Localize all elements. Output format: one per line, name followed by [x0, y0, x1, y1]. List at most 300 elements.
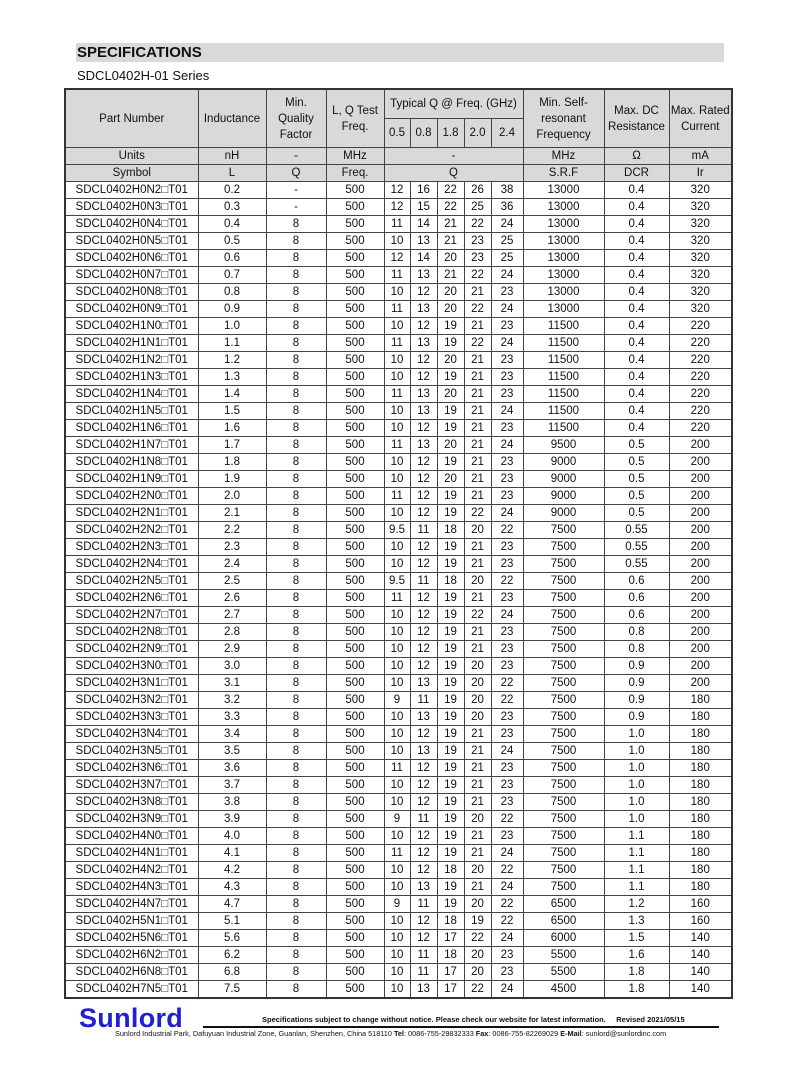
value-cell: 21: [464, 454, 491, 471]
value-cell: 36: [491, 199, 523, 216]
value-cell: 1.3: [604, 913, 669, 930]
value-cell: 3.1: [198, 675, 266, 692]
value-cell: 8: [266, 743, 326, 760]
value-cell: 3.9: [198, 811, 266, 828]
value-cell: 500: [326, 794, 384, 811]
value-cell: 22: [464, 301, 491, 318]
value-cell: 500: [326, 522, 384, 539]
value-cell: 500: [326, 930, 384, 947]
value-cell: 0.55: [604, 539, 669, 556]
value-cell: 15: [410, 199, 437, 216]
value-cell: 24: [491, 437, 523, 454]
value-cell: 1.0: [604, 743, 669, 760]
value-cell: 500: [326, 556, 384, 573]
table-row: [65, 675, 732, 692]
value-cell: 1.8: [198, 454, 266, 471]
value-cell: 10: [384, 556, 410, 573]
value-cell: 14: [410, 250, 437, 267]
value-cell: 23: [491, 386, 523, 403]
value-cell: 19: [437, 760, 464, 777]
value-cell: 24: [491, 301, 523, 318]
value-cell: 11: [384, 267, 410, 284]
part-number-cell: SDCL0402H3N7□T01: [65, 777, 198, 794]
value-cell: 0.6: [604, 573, 669, 590]
value-cell: 0.9: [604, 675, 669, 692]
value-cell: 19: [437, 879, 464, 896]
value-cell: 6.2: [198, 947, 266, 964]
value-cell: 4500: [523, 981, 604, 999]
value-cell: 11: [384, 488, 410, 505]
value-cell: 5.1: [198, 913, 266, 930]
value-cell: 220: [669, 335, 732, 352]
value-cell: 200: [669, 675, 732, 692]
value-cell: 3.5: [198, 743, 266, 760]
value-cell: 21: [464, 369, 491, 386]
value-cell: 0.8: [198, 284, 266, 301]
value-cell: 8: [266, 301, 326, 318]
value-cell: 11: [410, 522, 437, 539]
value-cell: 11: [384, 335, 410, 352]
header-min-q: Min. Quality Factor: [266, 89, 326, 148]
table-row: [65, 794, 732, 811]
value-cell: 1.8: [604, 981, 669, 999]
value-cell: 1.5: [604, 930, 669, 947]
value-cell: 17: [437, 981, 464, 999]
value-cell: 8: [266, 454, 326, 471]
value-cell: 7500: [523, 726, 604, 743]
value-cell: 17: [437, 964, 464, 981]
value-cell: 500: [326, 862, 384, 879]
value-cell: 19: [437, 743, 464, 760]
value-cell: 20: [437, 386, 464, 403]
table-row: [65, 641, 732, 658]
value-cell: 3.3: [198, 709, 266, 726]
value-cell: 19: [437, 318, 464, 335]
value-cell: 13: [410, 437, 437, 454]
value-cell: 180: [669, 726, 732, 743]
value-cell: 8: [266, 216, 326, 233]
table-row: [65, 454, 732, 471]
value-cell: 8: [266, 726, 326, 743]
value-cell: 12: [410, 726, 437, 743]
part-number-cell: SDCL0402H3N8□T01: [65, 794, 198, 811]
value-cell: 1.6: [198, 420, 266, 437]
value-cell: 500: [326, 539, 384, 556]
part-number-cell: SDCL0402H1N1□T01: [65, 335, 198, 352]
part-number-cell: SDCL0402H1N2□T01: [65, 352, 198, 369]
value-cell: 38: [491, 182, 523, 199]
value-cell: 200: [669, 624, 732, 641]
value-cell: 500: [326, 828, 384, 845]
header-typical-q: Typical Q @ Freq. (GHz): [384, 89, 523, 119]
sunlord-logo: Sunlord: [79, 1003, 184, 1033]
value-cell: 19: [437, 539, 464, 556]
value-cell: 0.4: [604, 403, 669, 420]
value-cell: 20: [437, 250, 464, 267]
value-cell: 20: [437, 301, 464, 318]
value-cell: 11: [384, 760, 410, 777]
value-cell: 12: [384, 182, 410, 199]
value-cell: 500: [326, 607, 384, 624]
value-cell: 23: [491, 284, 523, 301]
value-cell: 0.4: [604, 182, 669, 199]
value-cell: 500: [326, 369, 384, 386]
value-cell: 8: [266, 420, 326, 437]
value-cell: 12: [410, 420, 437, 437]
value-cell: 23: [491, 420, 523, 437]
value-cell: 23: [491, 352, 523, 369]
value-cell: 10: [384, 369, 410, 386]
value-cell: 2.6: [198, 590, 266, 607]
value-cell: 7500: [523, 760, 604, 777]
value-cell: 20: [464, 896, 491, 913]
value-cell: 23: [491, 794, 523, 811]
value-cell: 12: [410, 607, 437, 624]
value-cell: 500: [326, 675, 384, 692]
part-number-cell: SDCL0402H3N4□T01: [65, 726, 198, 743]
part-number-cell: SDCL0402H2N9□T01: [65, 641, 198, 658]
value-cell: 11: [410, 811, 437, 828]
value-cell: 220: [669, 318, 732, 335]
value-cell: 21: [464, 879, 491, 896]
value-cell: 25: [491, 233, 523, 250]
value-cell: 2.2: [198, 522, 266, 539]
value-cell: 12: [410, 284, 437, 301]
part-number-cell: SDCL0402H4N3□T01: [65, 879, 198, 896]
value-cell: 11: [384, 386, 410, 403]
value-cell: 500: [326, 301, 384, 318]
value-cell: 10: [384, 420, 410, 437]
value-cell: 8: [266, 692, 326, 709]
value-cell: 21: [464, 743, 491, 760]
value-cell: 4.1: [198, 845, 266, 862]
part-number-cell: SDCL0402H1N4□T01: [65, 386, 198, 403]
value-cell: 0.9: [604, 709, 669, 726]
value-cell: 500: [326, 437, 384, 454]
value-cell: 2.8: [198, 624, 266, 641]
part-number-cell: SDCL0402H3N5□T01: [65, 743, 198, 760]
value-cell: 1.1: [604, 862, 669, 879]
series-name: SDCL0402H-01 Series: [77, 68, 210, 83]
part-number-cell: SDCL0402H3N3□T01: [65, 709, 198, 726]
value-cell: 20: [464, 692, 491, 709]
value-cell: 10: [384, 964, 410, 981]
value-cell: 500: [326, 471, 384, 488]
table-row: [65, 777, 732, 794]
value-cell: 24: [491, 335, 523, 352]
unit-cell: -: [266, 148, 326, 165]
value-cell: 11500: [523, 403, 604, 420]
value-cell: 7500: [523, 522, 604, 539]
value-cell: 13000: [523, 284, 604, 301]
value-cell: 500: [326, 981, 384, 999]
value-cell: 0.4: [604, 267, 669, 284]
symbol-cell: S.R.F: [523, 165, 604, 182]
value-cell: 12: [410, 828, 437, 845]
value-cell: 18: [437, 862, 464, 879]
value-cell: 9: [384, 896, 410, 913]
value-cell: 3.6: [198, 760, 266, 777]
part-number-cell: SDCL0402H2N0□T01: [65, 488, 198, 505]
value-cell: 21: [464, 539, 491, 556]
value-cell: 500: [326, 352, 384, 369]
value-cell: 19: [437, 709, 464, 726]
value-cell: 3.7: [198, 777, 266, 794]
value-cell: 6.8: [198, 964, 266, 981]
value-cell: 220: [669, 352, 732, 369]
value-cell: 21: [464, 760, 491, 777]
value-cell: 8: [266, 641, 326, 658]
table-row: [65, 981, 732, 999]
value-cell: 1.1: [604, 828, 669, 845]
part-number-cell: SDCL0402H5N1□T01: [65, 913, 198, 930]
value-cell: 7500: [523, 573, 604, 590]
value-cell: 11: [410, 896, 437, 913]
value-cell: 19: [437, 335, 464, 352]
value-cell: 7500: [523, 641, 604, 658]
value-cell: 8: [266, 267, 326, 284]
value-cell: 6000: [523, 930, 604, 947]
table-row: [65, 505, 732, 522]
part-number-cell: SDCL0402H3N6□T01: [65, 760, 198, 777]
value-cell: 20: [464, 522, 491, 539]
value-cell: 0.4: [604, 284, 669, 301]
value-cell: 10: [384, 352, 410, 369]
tel-value: : 0086-755-29832333: [403, 1029, 474, 1038]
value-cell: 10: [384, 607, 410, 624]
value-cell: 22: [464, 267, 491, 284]
table-row: [65, 420, 732, 437]
value-cell: 23: [491, 658, 523, 675]
part-number-cell: SDCL0402H4N2□T01: [65, 862, 198, 879]
value-cell: 13000: [523, 267, 604, 284]
value-cell: 0.5: [604, 505, 669, 522]
value-cell: 24: [491, 216, 523, 233]
value-cell: 12: [410, 862, 437, 879]
value-cell: 0.7: [198, 267, 266, 284]
value-cell: 24: [491, 930, 523, 947]
value-cell: 10: [384, 641, 410, 658]
value-cell: 20: [464, 573, 491, 590]
value-cell: 19: [437, 794, 464, 811]
header-ir: Max. Rated Current: [669, 89, 732, 148]
footer-address: [115, 1029, 666, 1038]
value-cell: 21: [464, 352, 491, 369]
value-cell: 13: [410, 267, 437, 284]
unit-cell: Ω: [604, 148, 669, 165]
value-cell: 22: [491, 896, 523, 913]
value-cell: 9: [384, 692, 410, 709]
value-cell: 23: [491, 964, 523, 981]
value-cell: 20: [464, 658, 491, 675]
value-cell: 19: [437, 454, 464, 471]
value-cell: 21: [464, 437, 491, 454]
value-cell: 1.6: [604, 947, 669, 964]
value-cell: 11: [410, 573, 437, 590]
value-cell: 7500: [523, 624, 604, 641]
value-cell: 8: [266, 505, 326, 522]
value-cell: 1.7: [198, 437, 266, 454]
value-cell: 18: [437, 573, 464, 590]
value-cell: 500: [326, 250, 384, 267]
value-cell: 12: [410, 352, 437, 369]
value-cell: 21: [464, 845, 491, 862]
value-cell: 12: [410, 590, 437, 607]
value-cell: 13: [410, 301, 437, 318]
value-cell: 23: [491, 641, 523, 658]
value-cell: 12: [384, 199, 410, 216]
value-cell: 19: [437, 488, 464, 505]
value-cell: 10: [384, 862, 410, 879]
value-cell: 0.4: [604, 233, 669, 250]
value-cell: 8: [266, 352, 326, 369]
value-cell: 8: [266, 930, 326, 947]
part-number-cell: SDCL0402H0N9□T01: [65, 301, 198, 318]
part-number-cell: SDCL0402H2N8□T01: [65, 624, 198, 641]
value-cell: 1.0: [198, 318, 266, 335]
value-cell: 10: [384, 454, 410, 471]
value-cell: 19: [437, 828, 464, 845]
table-row: [65, 318, 732, 335]
value-cell: 11: [384, 437, 410, 454]
value-cell: 500: [326, 709, 384, 726]
fax-label: Fax: [475, 1029, 489, 1038]
table-row: [65, 250, 732, 267]
table-row: [65, 216, 732, 233]
value-cell: 24: [491, 981, 523, 999]
value-cell: 18: [437, 913, 464, 930]
value-cell: 12: [410, 930, 437, 947]
value-cell: 500: [326, 743, 384, 760]
value-cell: 10: [384, 471, 410, 488]
table-row: [65, 335, 732, 352]
value-cell: 24: [491, 403, 523, 420]
value-cell: 7500: [523, 590, 604, 607]
value-cell: 8: [266, 658, 326, 675]
value-cell: 7500: [523, 539, 604, 556]
value-cell: 24: [491, 607, 523, 624]
value-cell: 10: [384, 675, 410, 692]
value-cell: 22: [437, 182, 464, 199]
value-cell: 5500: [523, 947, 604, 964]
value-cell: 500: [326, 284, 384, 301]
value-cell: 500: [326, 318, 384, 335]
table-row: [65, 471, 732, 488]
value-cell: 9: [384, 811, 410, 828]
part-number-cell: SDCL0402H0N5□T01: [65, 233, 198, 250]
value-cell: 180: [669, 777, 732, 794]
value-cell: 4.2: [198, 862, 266, 879]
value-cell: 500: [326, 879, 384, 896]
value-cell: 19: [437, 505, 464, 522]
value-cell: 8: [266, 369, 326, 386]
value-cell: 8: [266, 828, 326, 845]
value-cell: 0.8: [604, 624, 669, 641]
value-cell: 1.0: [604, 811, 669, 828]
value-cell: 20: [464, 947, 491, 964]
part-number-cell: SDCL0402H7N5□T01: [65, 981, 198, 999]
value-cell: 10: [384, 879, 410, 896]
value-cell: 8: [266, 233, 326, 250]
header-test-freq: L, Q Test Freq.: [326, 89, 384, 148]
value-cell: 21: [437, 216, 464, 233]
value-cell: 19: [437, 607, 464, 624]
value-cell: 180: [669, 709, 732, 726]
unit-cell: -: [384, 148, 523, 165]
table-row: [65, 573, 732, 590]
value-cell: 320: [669, 199, 732, 216]
table-row: [65, 590, 732, 607]
value-cell: 20: [464, 709, 491, 726]
value-cell: 19: [464, 913, 491, 930]
table-row: [65, 930, 732, 947]
value-cell: 500: [326, 233, 384, 250]
table-row: [65, 522, 732, 539]
value-cell: 20: [437, 284, 464, 301]
value-cell: 13000: [523, 250, 604, 267]
part-number-cell: SDCL0402H0N3□T01: [65, 199, 198, 216]
value-cell: 1.2: [198, 352, 266, 369]
value-cell: 7500: [523, 828, 604, 845]
value-cell: 220: [669, 403, 732, 420]
value-cell: 8: [266, 335, 326, 352]
value-cell: 11: [384, 590, 410, 607]
part-number-cell: SDCL0402H1N3□T01: [65, 369, 198, 386]
value-cell: 200: [669, 471, 732, 488]
table-row: [65, 811, 732, 828]
value-cell: 8: [266, 913, 326, 930]
value-cell: 13: [410, 981, 437, 999]
value-cell: 23: [491, 709, 523, 726]
value-cell: 0.4: [604, 216, 669, 233]
value-cell: 13000: [523, 301, 604, 318]
value-cell: 21: [464, 386, 491, 403]
value-cell: 21: [464, 420, 491, 437]
value-cell: 0.4: [604, 352, 669, 369]
value-cell: 23: [491, 454, 523, 471]
value-cell: 8: [266, 522, 326, 539]
part-number-cell: SDCL0402H2N3□T01: [65, 539, 198, 556]
value-cell: 1.0: [604, 777, 669, 794]
value-cell: 7500: [523, 743, 604, 760]
value-cell: 19: [437, 658, 464, 675]
value-cell: 180: [669, 811, 732, 828]
value-cell: 0.4: [198, 216, 266, 233]
value-cell: 12: [410, 913, 437, 930]
value-cell: 18: [437, 947, 464, 964]
value-cell: 8: [266, 437, 326, 454]
value-cell: 12: [410, 471, 437, 488]
value-cell: 220: [669, 369, 732, 386]
email-label: E-Mail: [560, 1029, 582, 1038]
value-cell: 13: [410, 675, 437, 692]
value-cell: 11500: [523, 335, 604, 352]
value-cell: 25: [491, 250, 523, 267]
table-row: [65, 267, 732, 284]
value-cell: 1.5: [198, 403, 266, 420]
part-number-cell: SDCL0402H1N8□T01: [65, 454, 198, 471]
value-cell: 10: [384, 709, 410, 726]
value-cell: 320: [669, 267, 732, 284]
fax-value: : 0086-755-82269029: [488, 1029, 559, 1038]
value-cell: 19: [437, 641, 464, 658]
value-cell: 1.0: [604, 726, 669, 743]
value-cell: 4.0: [198, 828, 266, 845]
value-cell: 9000: [523, 505, 604, 522]
email-value: : sunlord@sunlordinc.com: [581, 1029, 667, 1038]
value-cell: 7500: [523, 811, 604, 828]
value-cell: 23: [464, 250, 491, 267]
